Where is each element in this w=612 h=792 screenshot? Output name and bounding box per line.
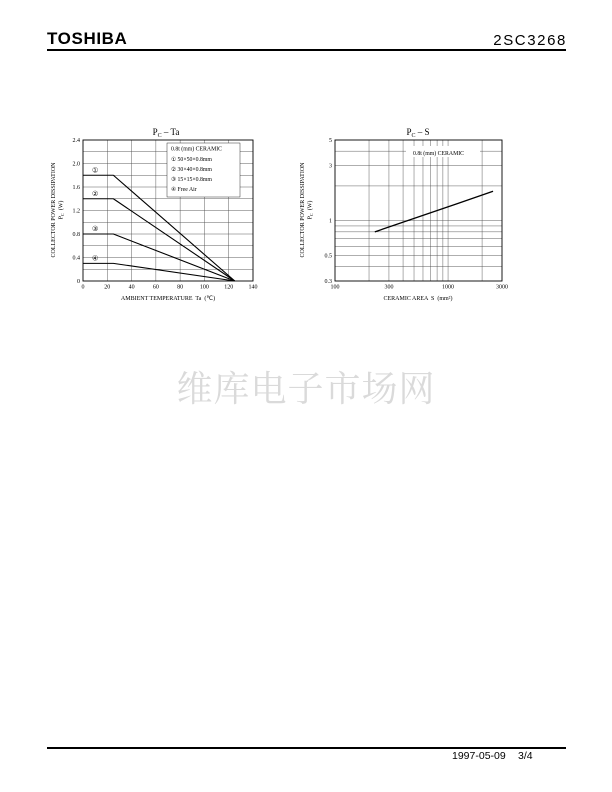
y-tick-label: 0: [77, 279, 80, 285]
plot-frame: [335, 140, 502, 281]
title-symbol: P: [406, 127, 412, 137]
y-tick-label: 0.5: [324, 253, 332, 260]
y-axis-label: COLLECTOR POWER DISSIPATION: [51, 162, 57, 258]
footer-rule: [47, 747, 566, 749]
curve-labels: [92, 166, 98, 262]
title-subscript: C: [157, 133, 162, 139]
y-tick-label: 1: [329, 218, 332, 225]
legend-entry-1: [171, 156, 212, 163]
legend-marker-2: ②: [171, 167, 177, 173]
x-tick-label: 0: [81, 284, 85, 291]
x-tick-label: 60: [152, 284, 159, 291]
y-axis-subscript: C: [309, 213, 314, 217]
x-tick-label: 120: [224, 284, 234, 291]
y-axis-symbol: P: [307, 216, 314, 220]
y-axis-unit: [307, 201, 315, 220]
legend-label-3: 15×15×0.8mm: [177, 177, 212, 183]
y-tick-label: 0.4: [72, 255, 80, 262]
title-rest: – S: [415, 127, 430, 137]
y-axis-unit: [58, 201, 66, 220]
x-axis-label: CERAMIC AREA S (mm²): [383, 296, 453, 302]
y-axis-symbol: P: [58, 216, 65, 220]
x-tick-label: 1000: [442, 284, 455, 291]
legend-entry-3: [171, 176, 212, 183]
title-subscript: C: [411, 133, 416, 139]
brand-logo: TOSHIBA: [47, 29, 128, 48]
legend-title: 0.8t (mm) CERAMIC: [171, 146, 223, 153]
y-tick-label: 0.8: [72, 232, 80, 238]
x-tick-label: 300: [384, 284, 394, 291]
x-tick-label: 20: [104, 284, 111, 291]
legend-entry-2: [171, 166, 212, 173]
series-line-2: [83, 199, 235, 281]
curve-label-2: ②: [91, 189, 99, 198]
legend-marker-4: ④: [171, 187, 177, 193]
x-tick-label: 100: [330, 284, 340, 291]
y-tick-label: 2.0: [72, 161, 80, 168]
legend-entry-4: [171, 186, 197, 193]
legend: [406, 146, 480, 157]
y-tick-label: 0.3: [324, 279, 332, 285]
curve-label-4: ④: [91, 254, 99, 263]
legend-label-4: Free Air: [177, 187, 197, 193]
y-tick-label: 1.6: [72, 185, 80, 191]
y-tick-label: 5: [329, 138, 332, 144]
y-tick-label: 3: [329, 163, 332, 170]
x-tick-label: 40: [128, 284, 135, 291]
x-tick-label: 100: [199, 284, 209, 291]
y-axis-label: COLLECTOR POWER DISSIPATION: [300, 162, 306, 258]
x-tick-label: 80: [177, 284, 184, 291]
chart-pc-s: [300, 127, 508, 302]
y-tick-label: 1.2: [72, 208, 80, 215]
y-axis-unit-text: (W): [307, 200, 314, 214]
footer-date: 1997-05-09: [452, 750, 506, 762]
grid: [335, 140, 502, 281]
chart-title: [406, 127, 429, 139]
legend-title: 0.8t (mm) CERAMIC: [413, 151, 465, 157]
curve-label-1: ①: [91, 166, 99, 175]
title-symbol: P: [152, 127, 158, 137]
legend-marker-1: ①: [171, 157, 177, 163]
x-tick-label: 3000: [496, 284, 508, 291]
legend-label-1: 50×50×0.8mm: [177, 157, 212, 163]
title-rest: – Ta: [161, 127, 180, 137]
x-axis-label: AMBIENT TEMPERATURE Ta (℃): [120, 296, 216, 302]
x-tick-label: 140: [248, 284, 258, 291]
part-number: 2SC3268: [493, 32, 567, 49]
legend-label-2: 30×40×0.8mm: [177, 167, 212, 173]
curve-label-3: ③: [91, 225, 99, 233]
y-axis-subscript: C: [60, 213, 65, 217]
chart-pc-ta: [51, 127, 258, 302]
watermark: 维库电子市场网: [176, 369, 436, 410]
chart-title: [153, 127, 180, 139]
legend: [167, 143, 240, 197]
y-axis-unit-text: (W): [58, 200, 65, 214]
footer-page-number: 3/4: [518, 750, 533, 762]
y-tick-label: 2.4: [72, 138, 80, 144]
axis-ticks: [325, 138, 509, 291]
legend-marker-3: ③: [171, 177, 177, 183]
